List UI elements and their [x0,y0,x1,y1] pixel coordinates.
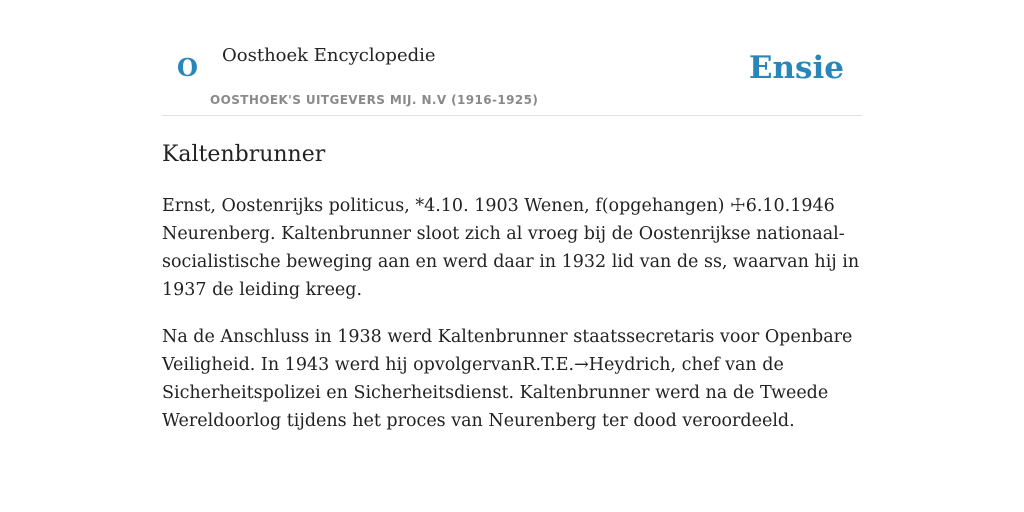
publisher-label: OOSTHOEK'S UITGEVERS MIJ. N.V (1916-1925) [210,93,539,107]
encyclopedia-header [162,0,862,116]
ensie-brand-link[interactable]: Ensie [748,50,844,86]
encyclopedia-name-link[interactable]: Oosthoek Encyclopedie [222,45,436,66]
article-paragraph: Na de Anschluss in 1938 werd Kaltenbrunner staatssecretaris voor Openbare Veiligheid. In 1943 werd hij opvolgervanR.T.E.→Heydrich, chef van de Sicherheitspolizei en Sicherheitsdienst. Kaltenbrunner werd na de Tweede Wereldoorlog tijdens het proces van Neurenberg ter dood veroordeeld. [162,327,853,431]
article-paragraph: Ernst, Oostenrijks politicus, *4.10. 1903 Wenen, f(opgehangen) ☩6.10.1946 Neurenberg. Kaltenbrunner sloot zich al vroeg bij de Oostenrijkse nationaal-socialistische beweging aan en werd daar in 1932 lid van de ss, waarvan hij in 1937 de leiding kreeg. [162,196,860,300]
page [162,0,862,435]
encyclopedia-logo[interactable]: O [177,53,198,82]
article-title: Kaltenbrunner [162,142,326,167]
